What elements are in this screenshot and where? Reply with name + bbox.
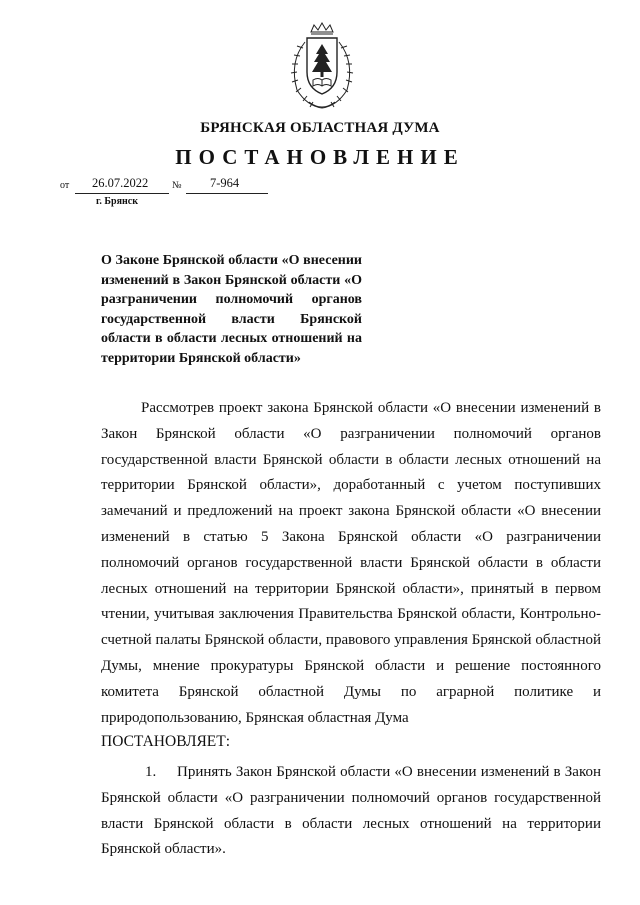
decree-heading: ПОСТАНОВЛЯЕТ: bbox=[101, 733, 231, 750]
number-underline bbox=[186, 193, 268, 194]
document-number: 7-964 bbox=[210, 176, 240, 190]
date-prefix-label: от bbox=[60, 180, 70, 191]
document-date: 26.07.2022 bbox=[92, 176, 149, 190]
organization-title: БРЯНСКАЯ ОБЛАСТНАЯ ДУМА bbox=[200, 120, 440, 136]
item-text: Принять Закон Брянской области «О внесении изменений в Закон Брянской области «О разграничении полномочий органов государственной власти Брянской области в области лесных отношений на территории Брянской области». bbox=[101, 764, 601, 858]
document-subject: О Законе Брянской области «О внесении изменений в Закон Брянской области «О разграничении полномочий органов государственной власти Брянской области в области лесных отношений на территории Брянской области» bbox=[101, 253, 362, 366]
preamble-paragraph: Рассмотрев проект закона Брянской области «О внесении изменений в Закон Брянской области «О разграничении полномочий органов государственной власти Брянской области в области лесных отношений на территории Брянской области», доработанный с учетом поступивших замечаний и предложений на проект закона Брянской области «О внесении изменений в статью 5 Закона Брянской области «О разграничении полномочий органов государственной власти Брянской области в области лесных отношений на территории Брянской области», принятый в первом чтении, учитывая заключения Правительства Брянской области, Контрольно-счетной палаты Брянской области, правового управления Брянской областной Думы, мнение прокуратуры Брянской области и решение постоянного комитета Брянской областной Думы по аграрной политике и природопользованию, Брянская областная Дума bbox=[101, 400, 601, 726]
item-number: 1. bbox=[145, 764, 157, 780]
number-prefix-label: № bbox=[172, 180, 182, 191]
date-underline bbox=[75, 193, 169, 194]
coat-of-arms-icon bbox=[283, 22, 361, 114]
preamble-block bbox=[101, 396, 601, 731]
document-type-title: ПОСТАНОВЛЕНИЕ bbox=[175, 145, 465, 169]
decree-item-1 bbox=[101, 760, 601, 863]
document-city: г. Брянск bbox=[96, 196, 138, 207]
